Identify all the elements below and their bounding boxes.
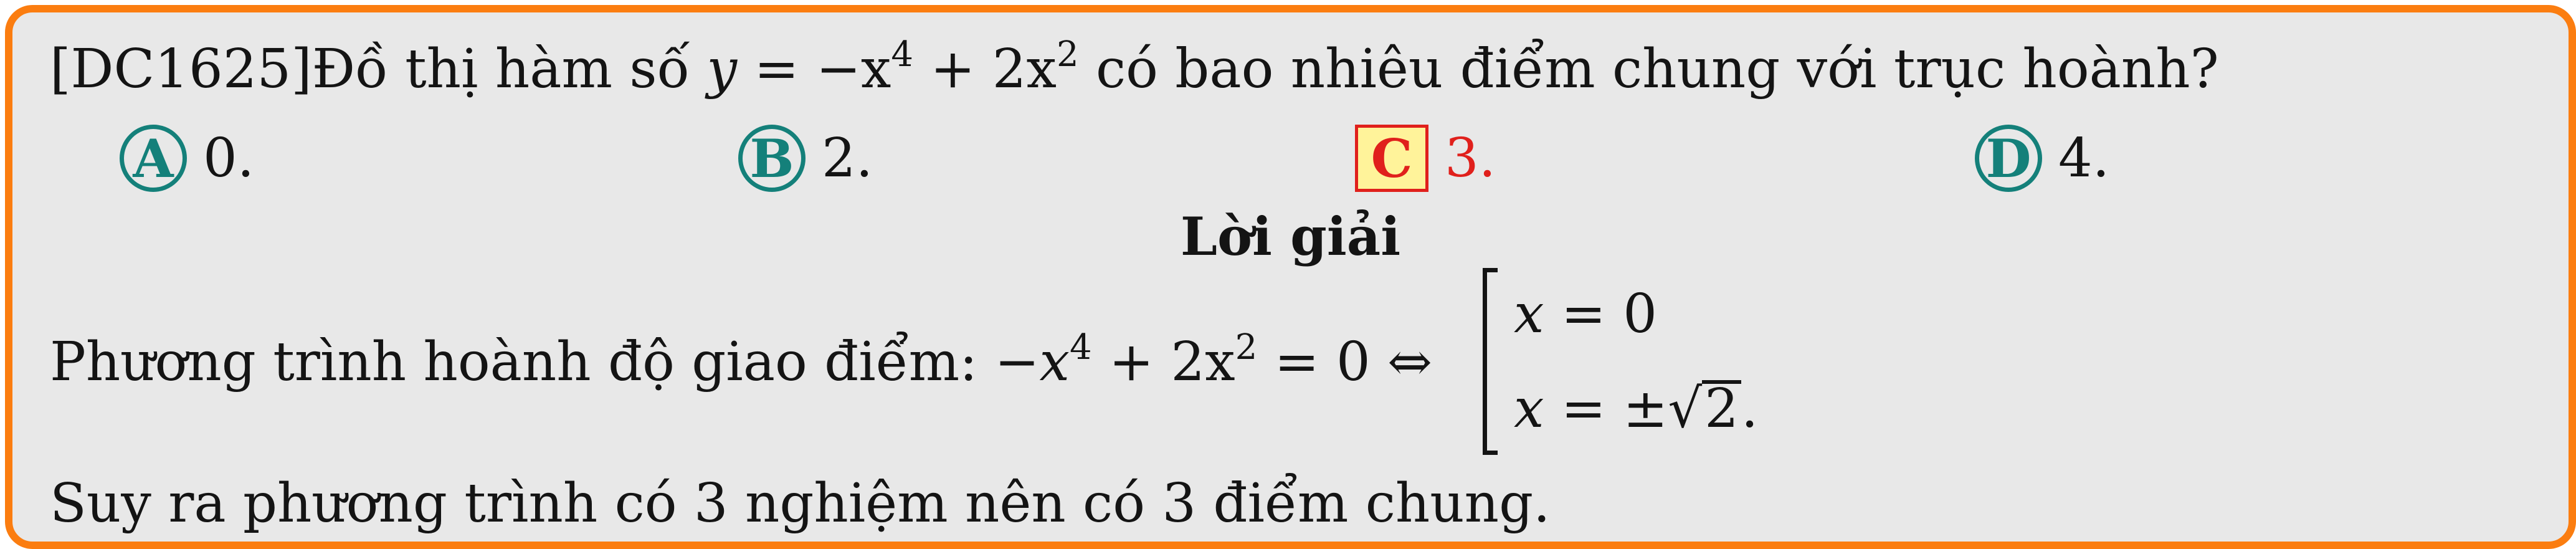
option-a[interactable] (120, 125, 254, 192)
system-bracket (1483, 268, 1498, 455)
question-card (5, 5, 2576, 549)
system-row-1: x = 0 (1514, 283, 1657, 345)
option-b[interactable] (738, 125, 873, 192)
option-c[interactable] (1355, 125, 1496, 192)
solution-equation: Phương trình hoành độ giao điểm: $-x^4 + 2x^2 = 0$ ⇔ (50, 327, 1433, 393)
option-c-label: C (1355, 125, 1428, 192)
option-b-text: 2. (822, 127, 873, 189)
solution-conclusion: Suy ra phương trình có 3 nghiệm nên có 3 điểm chung. (50, 472, 1551, 535)
option-d-text: 4. (2058, 127, 2110, 189)
option-d[interactable] (1975, 125, 2109, 192)
system-row-2: x = ±√2. (1514, 378, 1759, 440)
option-b-label: B (738, 125, 806, 192)
sqrt-icon: √ (1668, 378, 1703, 440)
question-code: [DC1625] (50, 38, 312, 100)
option-d-label: D (1975, 125, 2042, 192)
option-a-label: A (120, 125, 187, 192)
option-a-text: 0. (203, 127, 255, 189)
solution-title: Lời giải (1180, 206, 1401, 267)
option-c-text: 3. (1445, 127, 1496, 189)
question-text: [DC1625]Đồ thị hàm số $y = -x^4 + 2x^2$ có bao nhiêu điểm chung với trục hoành? (50, 34, 2219, 100)
solution-system (1483, 268, 1832, 455)
